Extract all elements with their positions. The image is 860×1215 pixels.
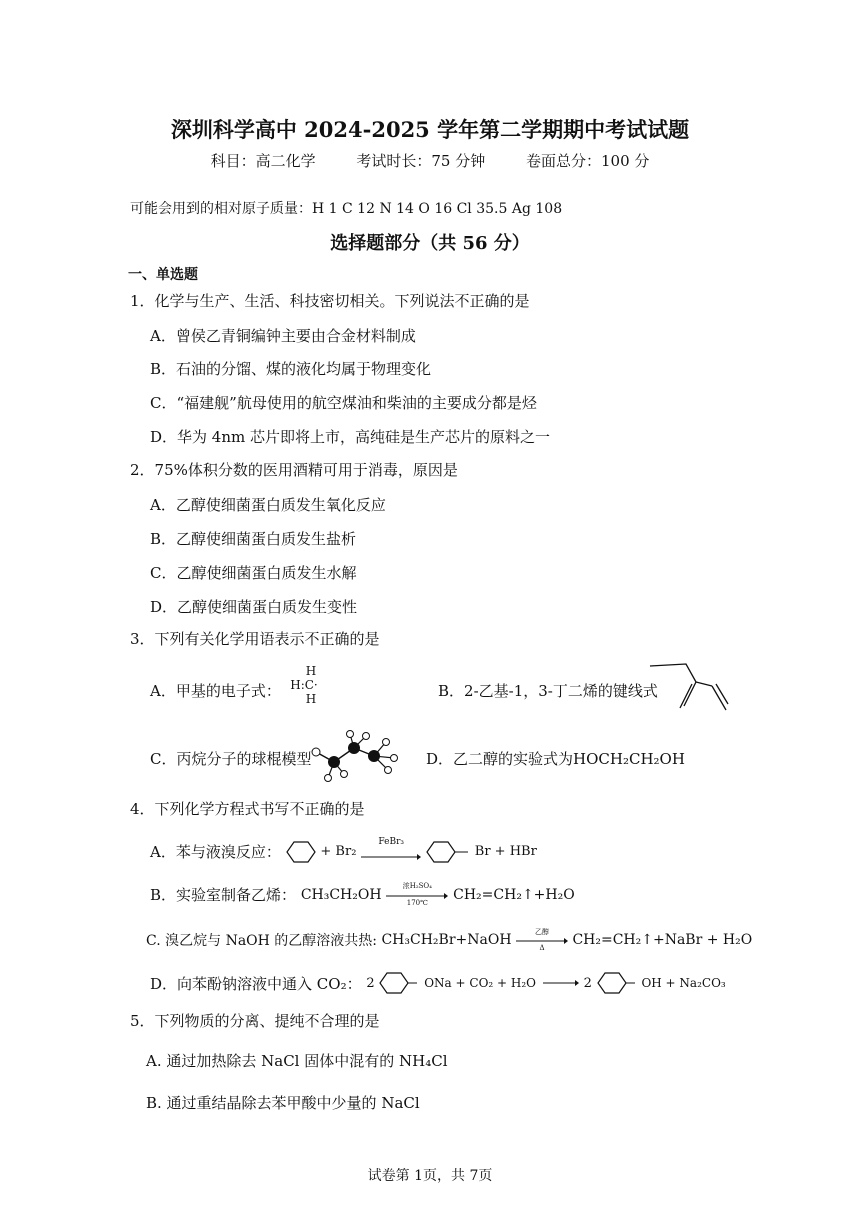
atomic-masses: 可能会用到的相对原子质量：H 1 C 12 N 14 O 16 Cl 35.5 Ag 108 bbox=[130, 201, 563, 217]
subsection-title: 一、单选题 bbox=[128, 267, 198, 283]
reaction-arrow-icon bbox=[361, 853, 421, 861]
q2-option-a: A．乙醇使细菌蛋白质发生氧化反应 bbox=[150, 496, 386, 514]
benzene-ring-icon bbox=[597, 970, 637, 996]
q4-d-part2: OH + Na₂CO₃ bbox=[641, 976, 726, 990]
q5-stem: 5．下列物质的分离、提纯不合理的是 bbox=[130, 1012, 380, 1030]
skeletal-formula-diagram bbox=[648, 662, 730, 716]
q3-option-c: C．丙烷分子的球棍模型 bbox=[150, 750, 312, 768]
q3-d-formula: HOCH₂CH₂OH bbox=[573, 750, 685, 768]
section-title: 选择题部分（共 56 分） bbox=[330, 233, 530, 254]
exam-title: 深圳科学高中 2024-2025 学年第二学期期中考试试题 bbox=[170, 117, 690, 142]
q4-d-part1: ONa + CO₂ + H₂O bbox=[424, 976, 537, 990]
q4-b-reactant: CH₃CH₂OH bbox=[300, 886, 382, 903]
benzene-ring-icon bbox=[286, 839, 316, 865]
score-label: 卷面总分：100 分 bbox=[526, 152, 650, 170]
q3-option-a bbox=[150, 680, 281, 701]
q3-option-b: B．2-乙基-1，3-丁二烯的键线式 bbox=[438, 682, 658, 700]
q4-a-reagent: + Br₂ bbox=[320, 844, 357, 859]
subject-label: 科目：高二化学 bbox=[210, 152, 316, 170]
q4-d-coef1: 2 bbox=[366, 975, 375, 991]
q2-option-c: C．乙醇使细菌蛋白质发生水解 bbox=[150, 564, 357, 582]
q1-option-c: C．“福建舰”航母使用的航空煤油和柴油的主要成分都是烃 bbox=[150, 394, 537, 412]
q4-b-cond-bottom: 170℃ bbox=[406, 899, 428, 907]
q4-d-label: D．向苯酚钠溶液中通入 CO₂： bbox=[150, 974, 362, 993]
q3-a-label: A．甲基的电子式： bbox=[150, 682, 281, 700]
q5-option-b: B. 通过重结晶除去苯甲酸中少量的 NaCl bbox=[146, 1094, 420, 1112]
reaction-arrow-icon bbox=[541, 979, 579, 987]
dot-h-top: H bbox=[305, 664, 317, 678]
q2-option-b: B．乙醇使细菌蛋白质发生盐析 bbox=[150, 530, 357, 548]
q4-c-product: CH₂=CH₂↑+NaBr + H₂O bbox=[572, 932, 753, 948]
ball-stick-model-diagram bbox=[308, 728, 406, 782]
q3-option-d bbox=[426, 748, 685, 769]
q4-option-d bbox=[150, 970, 726, 996]
q4-option-c bbox=[146, 928, 752, 952]
q4-b-label: B．实验室制备乙烯： bbox=[150, 886, 297, 904]
q4-b-cond-top: 浓H₂SO₄ bbox=[402, 882, 432, 890]
dot-h-bottom: H bbox=[305, 692, 317, 706]
q1-option-d: D．华为 4nm 芯片即将上市，高纯硅是生产芯片的原料之一 bbox=[150, 428, 550, 446]
q4-c-reactant: CH₃CH₂Br+NaOH bbox=[381, 932, 512, 948]
q4-a-label: A．苯与液溴反应： bbox=[150, 843, 281, 861]
q4-a-product: Br + HBr bbox=[474, 844, 537, 859]
q4-option-b bbox=[150, 882, 575, 907]
q4-c-arrow bbox=[516, 928, 568, 952]
q4-d-coef2: 2 bbox=[583, 975, 592, 991]
q1-option-a: A．曾侯乙青铜编钟主要由合金材料制成 bbox=[150, 327, 416, 345]
q4-a-catalyst: FeBr₃ bbox=[378, 837, 404, 847]
q2-stem: 2．75%体积分数的医用酒精可用于消毒，原因是 bbox=[130, 461, 458, 479]
q3-stem: 3．下列有关化学用语表示不正确的是 bbox=[130, 630, 380, 648]
page-footer: 试卷第 1页，共 7页 bbox=[367, 1168, 493, 1184]
q4-stem: 4．下列化学方程式书写不正确的是 bbox=[130, 800, 365, 818]
q2-option-d: D．乙醇使细菌蛋白质发生变性 bbox=[150, 598, 358, 616]
q5-option-a: A. 通过加热除去 NaCl 固体中混有的 NH₄Cl bbox=[146, 1052, 448, 1070]
duration-label: 考试时长：75 分钟 bbox=[356, 152, 486, 170]
q4-a-arrow bbox=[361, 838, 421, 865]
q3-d-label: D．乙二醇的实验式为 bbox=[426, 750, 574, 768]
q4-b-product: CH₂=CH₂↑+H₂O bbox=[453, 886, 575, 903]
q1-option-b: B．石油的分馏、煤的液化均属于物理变化 bbox=[150, 360, 432, 378]
q4-c-label: C. 溴乙烷与 NaOH 的乙醇溶液共热: bbox=[146, 933, 378, 949]
q4-option-a bbox=[150, 838, 537, 865]
q4-c-cond-top: 乙醇 bbox=[534, 928, 549, 936]
q4-c-cond-bottom: Δ bbox=[539, 944, 545, 952]
benzene-ring-icon bbox=[426, 839, 470, 865]
q4-b-arrow bbox=[386, 882, 448, 907]
q1-stem: 1．化学与生产、生活、科技密切相关。下列说法不正确的是 bbox=[130, 292, 530, 310]
methyl-electron-formula bbox=[284, 664, 324, 706]
dot-hc: H:C· bbox=[290, 678, 318, 692]
exam-meta bbox=[0, 150, 860, 171]
benzene-ring-icon bbox=[379, 970, 419, 996]
